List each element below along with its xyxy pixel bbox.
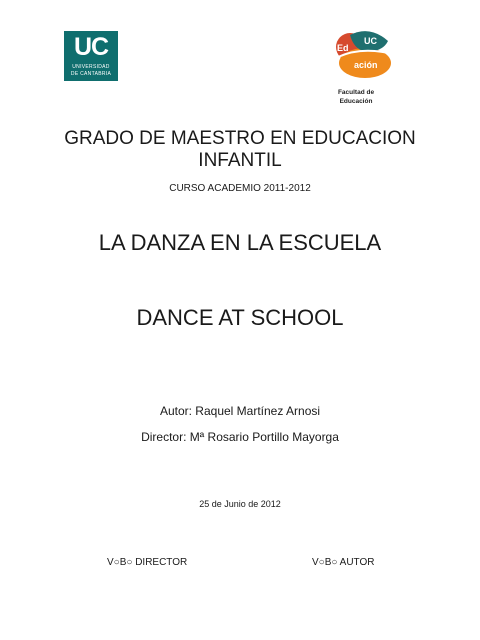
author-signature-label: V○B○ AUTOR [312, 557, 375, 568]
faculty-logo-acion: ación [354, 60, 378, 70]
author-line: Autor: Raquel Martínez Arnosi [159, 404, 321, 418]
uc-logo-line1: UNIVERSIDAD [72, 64, 110, 70]
faculty-education-logo [330, 27, 392, 83]
faculty-caption-line2: Educación [339, 98, 373, 105]
faculty-logo-ed: Ed [337, 43, 349, 53]
uc-logo-mark: UC [73, 33, 109, 61]
degree-line2: INFANTIL [198, 150, 282, 171]
uc-logo-line2: DE CANTABRIA [70, 71, 112, 77]
degree-title [0, 128, 480, 172]
degree-line1: GRADO DE MAESTRO EN EDUCACION [64, 128, 416, 149]
faculty-caption-line1: Facultad de [337, 89, 375, 96]
faculty-logo-uc: UC [364, 36, 377, 46]
thesis-title-english: DANCE AT SCHOOL [136, 305, 344, 330]
director-signature-label: V○B○ DIRECTOR [107, 557, 188, 568]
course-year: CURSO ACADEMIO 2011-2012 [169, 183, 311, 194]
faculty-caption [326, 88, 386, 106]
uc-university-logo [64, 31, 118, 81]
thesis-title-spanish: LA DANZA EN LA ESCUELA [98, 230, 382, 255]
date-line: 25 de Junio de 2012 [199, 499, 281, 509]
director-line: Director: Mª Rosario Portillo Mayorga [141, 430, 339, 444]
